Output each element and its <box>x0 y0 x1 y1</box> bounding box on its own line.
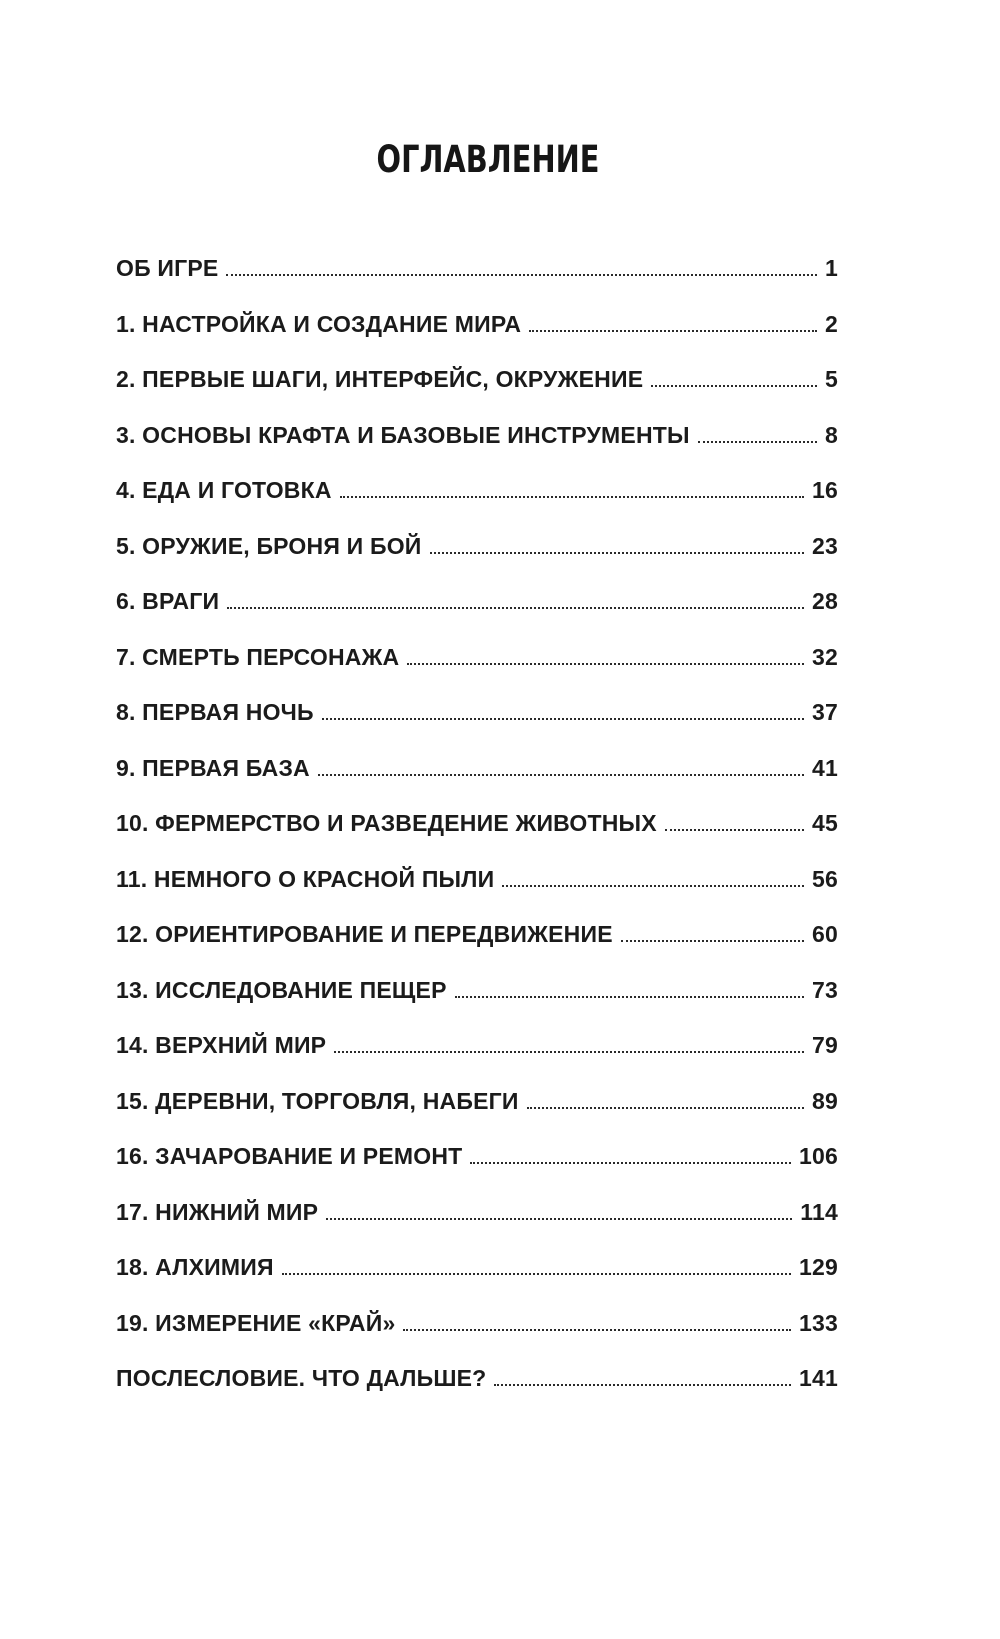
toc-entry <box>116 533 838 589</box>
toc-entry-page: 56 <box>812 865 838 892</box>
dot-leader <box>334 1051 804 1053</box>
toc-entry-title: 9. ПЕРВАЯ БАЗА <box>116 754 310 781</box>
toc-entry-page: 8 <box>825 421 838 448</box>
toc-entry-title: 10. ФЕРМЕРСТВО И РАЗВЕДЕНИЕ ЖИВОТНЫХ <box>116 810 657 836</box>
toc-entry-page: 89 <box>812 1087 838 1114</box>
toc-entry-title: 4. ЕДА И ГОТОВКА <box>116 477 332 503</box>
toc-entry-title: 18. АЛХИМИЯ <box>116 1254 274 1280</box>
toc-entry-page: 5 <box>825 366 838 392</box>
toc-entry <box>116 810 838 866</box>
toc-entry-title: 16. ЗАЧАРОВАНИЕ И РЕМОНТ <box>116 1143 463 1169</box>
dot-leader <box>326 1218 792 1220</box>
toc-entry-page: 41 <box>812 754 838 781</box>
toc-entry-title: 8. ПЕРВАЯ НОЧЬ <box>116 699 314 725</box>
toc-entry-title: 12. ОРИЕНТИРОВАНИЕ И ПЕРЕДВИЖЕНИЕ <box>116 921 613 947</box>
toc-entry-page: 23 <box>812 532 838 559</box>
toc-entry-page: 2 <box>825 310 838 337</box>
toc-entry-title: 6. ВРАГИ <box>116 588 220 614</box>
toc-entry-title: 3. ОСНОВЫ КРАФТА И БАЗОВЫЕ ИНСТРУМЕНТЫ <box>116 421 690 448</box>
toc-entry <box>116 1365 838 1421</box>
toc-entry-page: 60 <box>812 921 838 947</box>
toc-entry <box>116 921 838 977</box>
toc-entry <box>116 366 838 422</box>
dot-leader <box>494 1384 791 1386</box>
page-title: ОГЛАВЛЕНИЕ <box>376 138 600 181</box>
toc-entry-title: ОБ ИГРЕ <box>116 255 219 281</box>
dot-leader <box>527 1107 804 1109</box>
toc-entry-page: 32 <box>812 643 838 670</box>
toc-entry <box>116 1088 838 1144</box>
dot-leader <box>403 1329 791 1331</box>
dot-leader <box>529 330 817 332</box>
dot-leader <box>226 274 817 276</box>
toc-entry-title: 15. ДЕРЕВНИ, ТОРГОВЛЯ, НАБЕГИ <box>116 1087 519 1114</box>
toc-entry <box>116 477 838 533</box>
dot-leader <box>621 940 804 942</box>
toc-entry <box>116 311 838 367</box>
toc-entry-page: 141 <box>799 1365 838 1391</box>
toc-entry-title: 19. ИЗМЕРЕНИЕ «КРАЙ» <box>116 1309 396 1336</box>
dot-leader <box>430 552 805 554</box>
toc-entry <box>116 255 838 311</box>
dot-leader <box>470 1162 791 1164</box>
toc-entry-title: 7. СМЕРТЬ ПЕРСОНАЖА <box>116 643 400 670</box>
dot-leader <box>318 774 804 776</box>
toc-entry-page: 106 <box>799 1143 838 1169</box>
toc-entry <box>116 1254 838 1310</box>
toc-entry-title: 11. НЕМНОГО О КРАСНОЙ ПЫЛИ <box>116 865 495 892</box>
toc-entry <box>116 588 838 644</box>
dot-leader <box>282 1273 791 1275</box>
toc-entry <box>116 422 838 478</box>
toc-entry <box>116 644 838 700</box>
toc-entry-page: 79 <box>812 1032 838 1058</box>
toc-entry-title: ПОСЛЕСЛОВИЕ. ЧТО ДАЛЬШЕ? <box>116 1365 487 1391</box>
toc-entry-title: 17. НИЖНИЙ МИР <box>116 1198 319 1225</box>
toc-entry-page: 1 <box>825 255 838 281</box>
toc-entry-page: 37 <box>812 699 838 725</box>
toc-entry <box>116 1199 838 1255</box>
toc-entry <box>116 977 838 1033</box>
dot-leader <box>407 663 804 665</box>
table-of-contents <box>116 255 838 1421</box>
toc-entry <box>116 1032 838 1088</box>
dot-leader <box>340 496 804 498</box>
dot-leader <box>698 441 817 443</box>
toc-entry-page: 133 <box>799 1309 838 1336</box>
toc-entry-page: 16 <box>812 477 838 503</box>
toc-entry-page: 129 <box>799 1254 838 1280</box>
toc-entry <box>116 1310 838 1366</box>
toc-entry-title: 5. ОРУЖИЕ, БРОНЯ И БОЙ <box>116 532 422 559</box>
toc-entry-page: 28 <box>812 588 838 614</box>
dot-leader <box>502 885 804 887</box>
toc-entry <box>116 755 838 811</box>
toc-entry-title: 14. ВЕРХНИЙ МИР <box>116 1032 327 1058</box>
toc-entry <box>116 866 838 922</box>
dot-leader <box>322 718 804 720</box>
dot-leader <box>227 607 804 609</box>
dot-leader <box>665 829 804 831</box>
dot-leader <box>455 996 804 998</box>
dot-leader <box>651 385 817 387</box>
toc-entry-title: 13. ИССЛЕДОВАНИЕ ПЕЩЕР <box>116 976 447 1003</box>
toc-entry <box>116 699 838 755</box>
toc-entry <box>116 1143 838 1199</box>
toc-entry-page: 73 <box>812 976 838 1003</box>
toc-entry-title: 1. НАСТРОЙКА И СОЗДАНИЕ МИРА <box>116 310 522 337</box>
toc-entry-title: 2. ПЕРВЫЕ ШАГИ, ИНТЕРФЕЙС, ОКРУЖЕНИЕ <box>116 366 644 392</box>
toc-entry-page: 114 <box>800 1198 838 1225</box>
toc-entry-page: 45 <box>812 810 838 836</box>
